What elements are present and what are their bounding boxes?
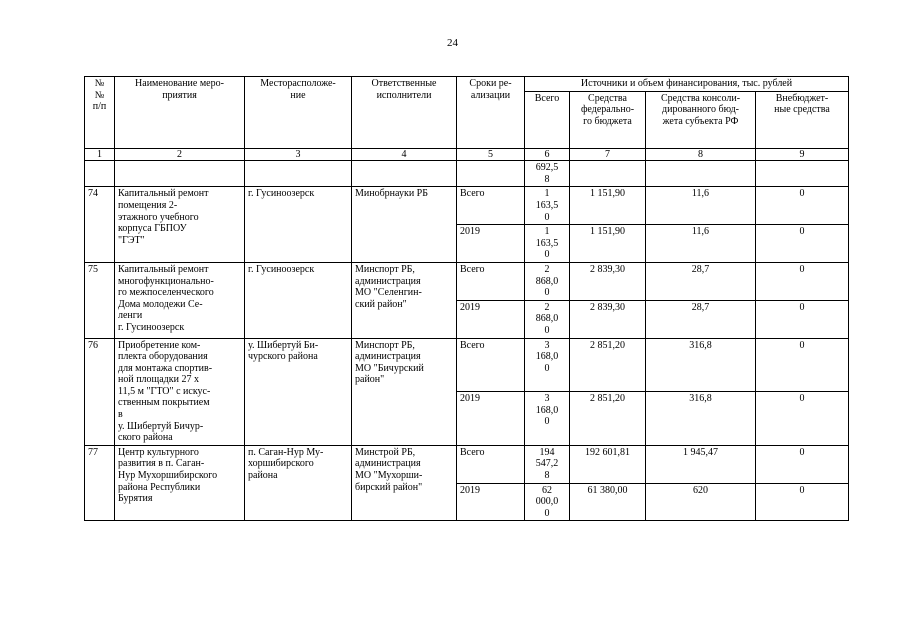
row-total: 194 547,2 8 <box>525 445 570 483</box>
row-consolidated: 316,8 <box>646 338 756 392</box>
header-terms: Сроки ре- ализации <box>457 77 525 149</box>
column-number: 7 <box>570 148 646 161</box>
row-extra: 0 <box>756 392 849 446</box>
row-term: Всего <box>457 338 525 392</box>
header-total: Всего <box>525 91 570 148</box>
row-federal: 61 380,00 <box>570 483 646 521</box>
header-location: Месторасположе- ние <box>245 77 352 149</box>
carry-over-total: 692,5 8 <box>525 161 570 187</box>
row-location: п. Саган-Нур Му- хоршибирского района <box>245 445 352 521</box>
column-number: 2 <box>115 148 245 161</box>
row-consolidated: 28,7 <box>646 262 756 300</box>
row-name: Центр культурного развития в п. Саган- Нур Мухоршибирского района Республики Бурятия <box>115 445 245 521</box>
column-numbers-row <box>85 148 849 161</box>
row-extra: 0 <box>756 338 849 392</box>
row-consolidated: 11,6 <box>646 187 756 225</box>
row-term: 2019 <box>457 392 525 446</box>
row-responsible: Минстрой РБ, администрация МО "Мухорши- бирский район" <box>352 445 457 521</box>
row-term: 2019 <box>457 300 525 338</box>
row-num: 76 <box>85 338 115 445</box>
row-federal: 2 839,30 <box>570 300 646 338</box>
row-extra: 0 <box>756 300 849 338</box>
row-name: Приобретение ком- плекта оборудования для монтажа спортив- ной площадки 27 х 11,5 м "ГТО" с искус- ственным покрытием в у. Шибертуй Бичур- ского района <box>115 338 245 445</box>
row-total: 3 168,0 0 <box>525 338 570 392</box>
row-responsible: Минспорт РБ, администрация МО "Бичурский район" <box>352 338 457 445</box>
header-name: Наименование меро- приятия <box>115 77 245 149</box>
row-location: у. Шибертуй Би- чурского района <box>245 338 352 445</box>
row-term: Всего <box>457 262 525 300</box>
row-total: 2 868,0 0 <box>525 300 570 338</box>
column-number: 8 <box>646 148 756 161</box>
row-term: Всего <box>457 187 525 225</box>
row-federal: 1 151,90 <box>570 187 646 225</box>
column-number: 1 <box>85 148 115 161</box>
row-num: 74 <box>85 187 115 263</box>
financing-table <box>84 76 849 521</box>
header-consolidated: Средства консоли- дированного бюд- жета субъекта РФ <box>646 91 756 148</box>
carry-over-row <box>85 161 849 187</box>
header-financing: Источники и объем финансирования, тыс. рублей <box>525 77 849 92</box>
row-consolidated: 620 <box>646 483 756 521</box>
row-total: 3 168,0 0 <box>525 392 570 446</box>
page-number: 24 <box>447 37 458 49</box>
row-extra: 0 <box>756 483 849 521</box>
row-federal: 2 839,30 <box>570 262 646 300</box>
row-term: Всего <box>457 445 525 483</box>
row-total: 1 163,5 0 <box>525 187 570 225</box>
row-extra: 0 <box>756 225 849 263</box>
table-row <box>85 338 849 392</box>
row-name: Капитальный ремонт многофункционально- го межпоселенческого Дома молодежи Се- ленги г. Гусиноозерск <box>115 262 245 338</box>
row-federal: 2 851,20 <box>570 392 646 446</box>
row-extra: 0 <box>756 262 849 300</box>
column-number: 6 <box>525 148 570 161</box>
table-row <box>85 262 849 300</box>
row-responsible: Минобрнауки РБ <box>352 187 457 263</box>
row-federal: 2 851,20 <box>570 338 646 392</box>
row-location: г. Гусиноозерск <box>245 262 352 338</box>
row-name: Капитальный ремонт помещения 2- этажного учебного корпуса ГБПОУ "ГЭТ" <box>115 187 245 263</box>
column-number: 3 <box>245 148 352 161</box>
row-term: 2019 <box>457 225 525 263</box>
row-total: 2 868,0 0 <box>525 262 570 300</box>
row-extra: 0 <box>756 187 849 225</box>
row-federal: 1 151,90 <box>570 225 646 263</box>
table-row <box>85 445 849 483</box>
row-num: 75 <box>85 262 115 338</box>
header-extra: Внебюджет- ные средства <box>756 91 849 148</box>
row-consolidated: 11,6 <box>646 225 756 263</box>
row-consolidated: 1 945,47 <box>646 445 756 483</box>
row-federal: 192 601,81 <box>570 445 646 483</box>
table-row <box>85 187 849 225</box>
row-term: 2019 <box>457 483 525 521</box>
header-federal: Средства федерально- го бюджета <box>570 91 646 148</box>
row-total: 62 000,0 0 <box>525 483 570 521</box>
column-number: 9 <box>756 148 849 161</box>
row-location: г. Гусиноозерск <box>245 187 352 263</box>
column-number: 5 <box>457 148 525 161</box>
header-num: № № п/п <box>85 77 115 149</box>
row-extra: 0 <box>756 445 849 483</box>
header-responsible: Ответственные исполнители <box>352 77 457 149</box>
row-consolidated: 316,8 <box>646 392 756 446</box>
row-num: 77 <box>85 445 115 521</box>
row-total: 1 163,5 0 <box>525 225 570 263</box>
row-responsible: Минспорт РБ, администрация МО "Селенгин- ский район" <box>352 262 457 338</box>
row-consolidated: 28,7 <box>646 300 756 338</box>
column-number: 4 <box>352 148 457 161</box>
